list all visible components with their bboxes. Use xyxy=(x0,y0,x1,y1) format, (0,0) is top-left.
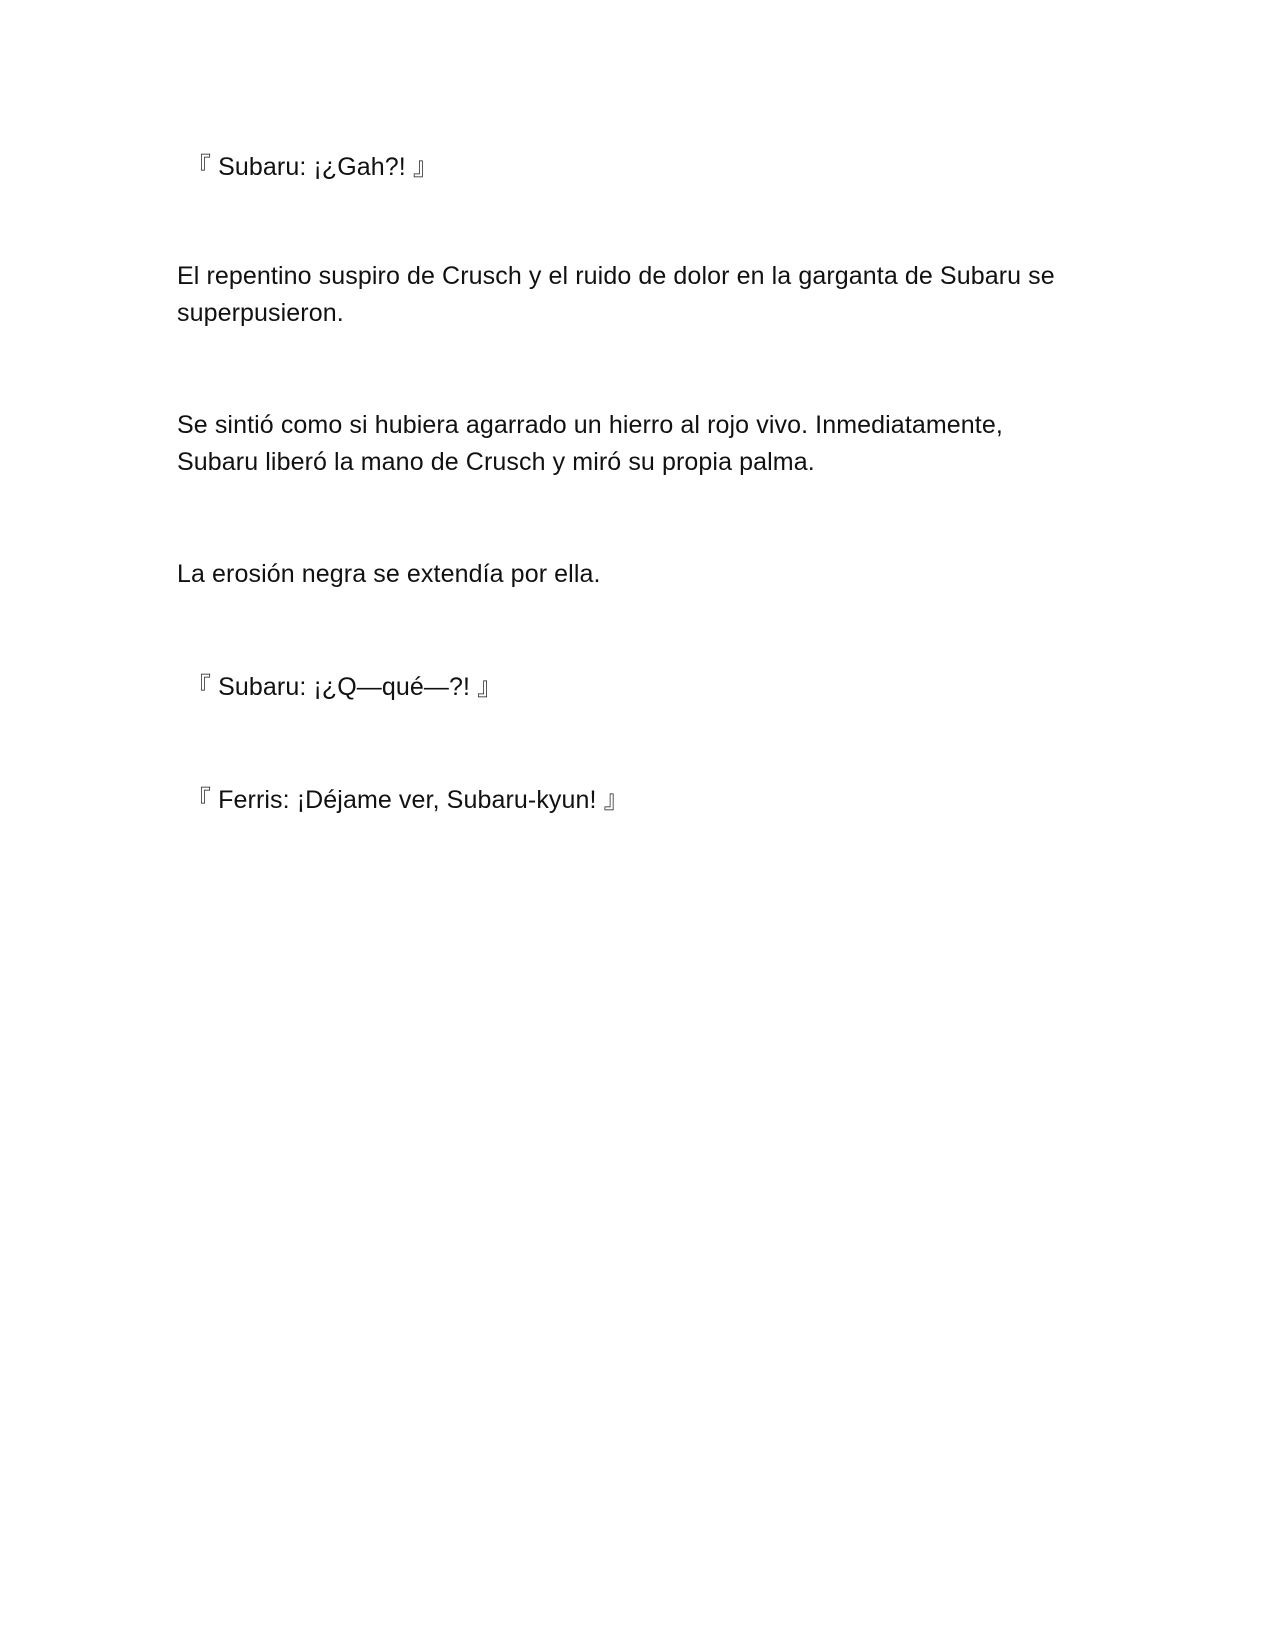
dialogue-ferris xyxy=(186,782,1126,819)
paragraph-line: superpusieron. xyxy=(177,299,344,327)
dialogue-line: 『 Subaru: ¡¿Gah?! 』 xyxy=(186,153,438,181)
narration-paragraph xyxy=(177,407,1117,481)
narration-paragraph xyxy=(177,258,1117,332)
dialogue-subaru-que xyxy=(186,669,1126,706)
dialogue-line: 『 Ferris: ¡Déjame ver, Subaru-kyun! 』 xyxy=(186,786,629,814)
dialogue-subaru-gah xyxy=(186,149,1126,186)
paragraph-line: La erosión negra se extendía por ella. xyxy=(177,560,601,588)
dialogue-line: 『 Subaru: ¡¿Q—qué—?! 』 xyxy=(186,673,503,701)
paragraph-line: Subaru liberó la mano de Crusch y miró su propia palma. xyxy=(177,448,815,476)
narration-paragraph xyxy=(177,556,1117,593)
paragraph-line: Se sintió como si hubiera agarrado un hierro al rojo vivo. Inmediatamente, xyxy=(177,411,1003,439)
paragraph-line: El repentino suspiro de Crusch y el ruido de dolor en la garganta de Subaru se xyxy=(177,262,1055,290)
